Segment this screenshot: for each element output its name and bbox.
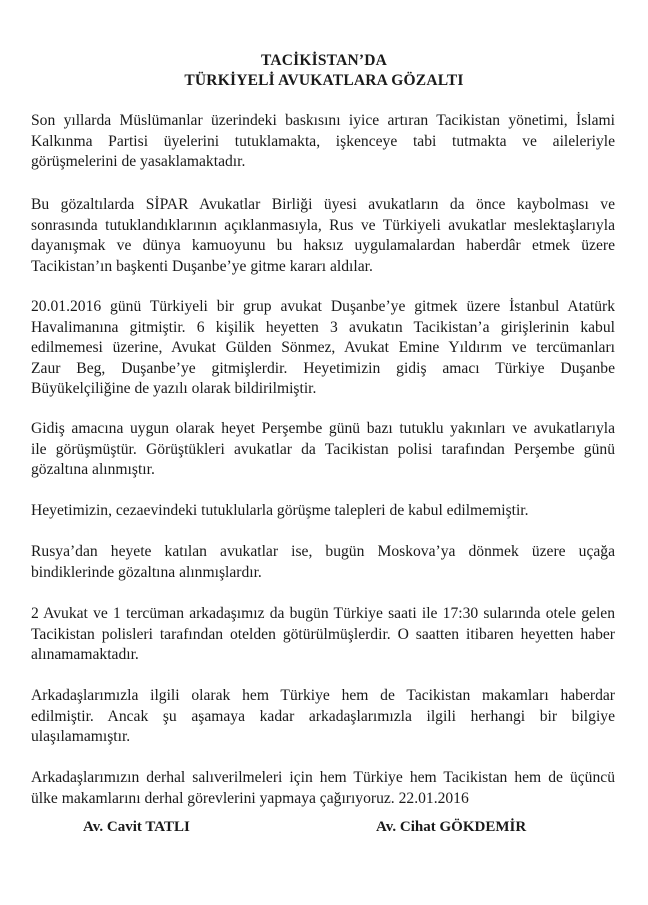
paragraph-line: ülke makamlarını derhal görevlerini yapmaya çağırıyoruz. 22.01.2016 <box>31 789 469 807</box>
document-title-line-1: TACİKİSTAN’DA <box>260 52 388 69</box>
paragraph-line: Arkadaşlarımızın derhal salıverilmeleri için hem Türkiye hem Tacikistan hem de üçüncü <box>31 769 615 786</box>
paragraph <box>31 768 615 809</box>
paragraph-line: Heyetimizin, cezaevindeki tutuklularla görüşme talepleri de kabul edilmemiştir. <box>31 502 529 519</box>
paragraph-line: Son yıllarda Müslümanlar üzerindeki baskısını iyice artıran Tacikistan yönetimi, İslami <box>31 112 615 129</box>
paragraph-line: Gidiş amacına uygun olarak heyet Perşembe günü bazı tutuklu yakınları ve avukatlarıyla <box>31 420 615 437</box>
paragraph-line: sonrasında tutuklandıklarının açıklanmasıyla, Rus ve Türkiyeli avukatlar meslektaşlarıyla <box>31 216 615 234</box>
paragraph <box>31 604 615 666</box>
paragraph-line: dayanışmak ve dünya kamuoyunu bu haksız uygulamalardan haberdâr etmek üzere <box>31 237 615 254</box>
paragraph-line: Tacikistan polisleri tarafından otelden götürülmüşlerdir. O saatten itibaren heyetten haber <box>31 625 615 643</box>
paragraph-line: 20.01.2016 günü Türkiyeli bir grup avukat Duşanbe’ye gitmek üzere İstanbul Atatürk <box>31 298 615 315</box>
paragraph-line: Bu gözaltılarda SİPAR Avukatlar Birliği üyesi avukatların da önce kaybolması ve <box>31 196 615 213</box>
paragraph-line: Tacikistan’ın başkenti Duşanbe’ye gitme kararı aldılar. <box>31 257 373 275</box>
paragraph <box>31 686 615 748</box>
paragraph <box>31 111 615 173</box>
paragraph <box>31 501 615 522</box>
paragraph-line: ile görüşmüştür. Görüştükleri avukatlar da Tacikistan polisi tarafından Perşembe günü <box>31 440 615 458</box>
paragraph <box>31 195 615 277</box>
paragraph-line: Kalkınma Partisi üyelerini tutuklamakta, işkenceye tabi tutmakta ve aileleriyle <box>31 132 615 150</box>
paragraph-line: görüşmelerini de yasaklamaktadır. <box>31 153 246 170</box>
document-title-line-2: TÜRKİYELİ AVUKATLARA GÖZALTI <box>184 72 464 89</box>
paragraph-line: 2 Avukat ve 1 tercüman arkadaşımız da bugün Türkiye saati ile 17:30 sularında otele gelen <box>31 605 615 622</box>
paragraph-line: alınamamaktadır. <box>31 646 139 663</box>
signature-2: Av. Cihat GÖKDEMİR <box>376 819 527 835</box>
paragraph-line: edilmemesi üzerine, Avukat Gülden Sönmez, Avukat Emine Yıldırım ve tercümanları <box>31 339 615 356</box>
paragraph-line: gözaltına alınmıştır. <box>31 461 155 478</box>
paragraph-line: Büyükelçiliğine de yazılı olarak bildirilmiştir. <box>31 380 317 397</box>
paragraph-line: Rusya’dan heyete katılan avukatlar ise, bugün Moskova’ya dönmek üzere uçağa <box>31 543 615 560</box>
signature-1: Av. Cavit TATLI <box>83 819 190 835</box>
paragraph <box>31 419 615 481</box>
paragraph-line: edilmiştir. Ancak şu aşamaya kadar arkadaşlarımızla ilgili herhangi bir bilgiye <box>31 707 615 725</box>
paragraph-line: Zaur Beg, Duşanbe’ye gitmişlerdir. Heyetimizin gidiş amacı Türkiye Duşanbe <box>31 359 615 377</box>
paragraph <box>31 542 615 583</box>
paragraph-line: ulaşılamamıştır. <box>31 728 131 745</box>
paragraph-line: Havalimanına gitmiştir. 6 kişilik heyetten 3 avukatın Tacikistan’a girişlerinin kabul <box>31 318 615 336</box>
paragraph-line: bindiklerinde gözaltına alınmışlardır. <box>31 563 262 581</box>
paragraph-line: Arkadaşlarımızla ilgili olarak hem Türkiye hem de Tacikistan makamları haberdar <box>31 687 615 704</box>
paragraph <box>31 297 615 400</box>
